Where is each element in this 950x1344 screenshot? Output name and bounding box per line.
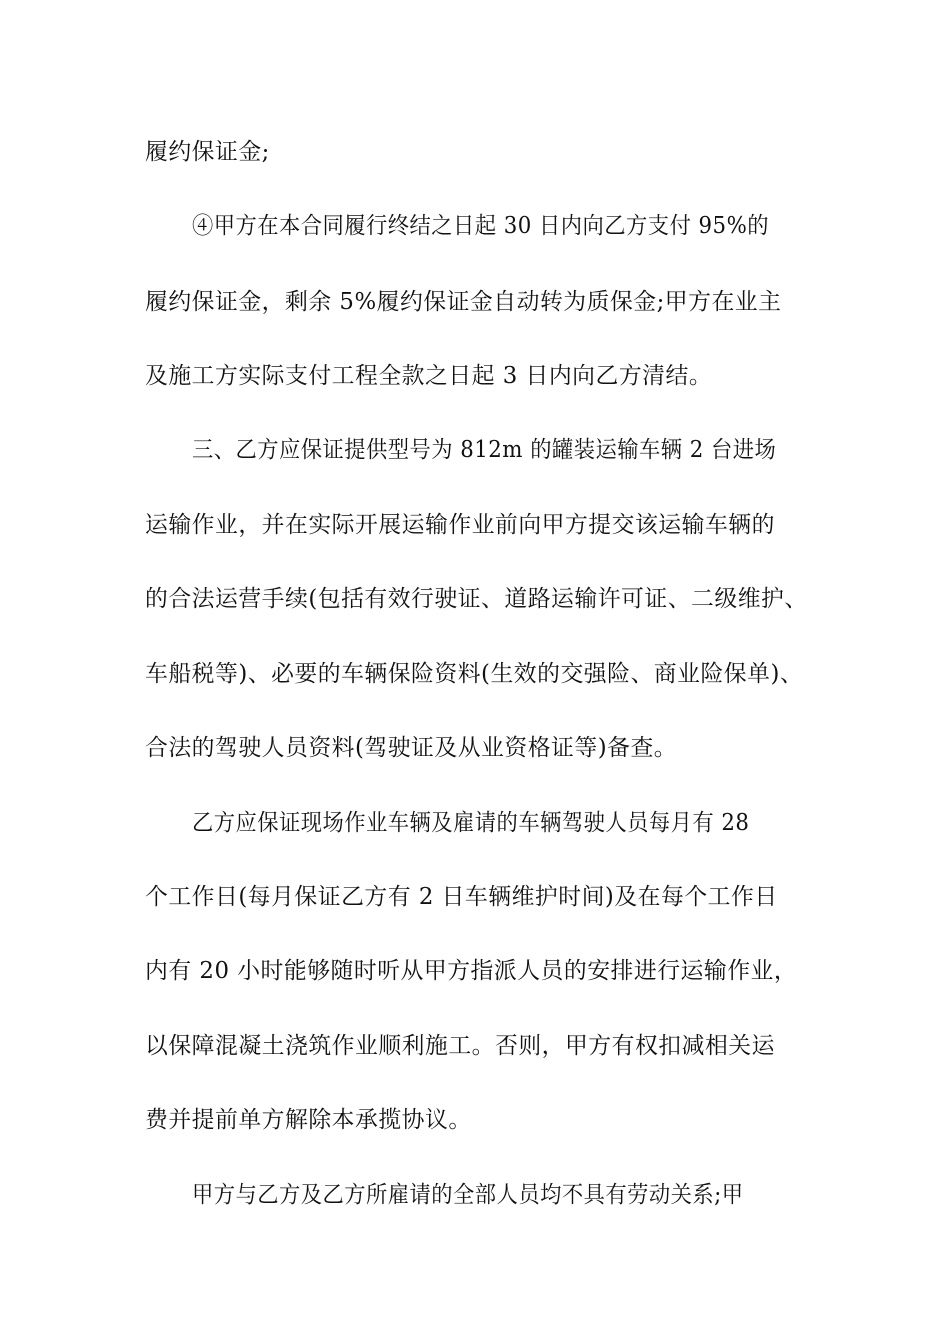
text-line-14: 费并提前单方解除本承揽协议。 [145,1107,472,1133]
text-line-5: 三、乙方应保证提供型号为 812m 的罐装运输车辆 2 台进场 [192,437,777,463]
text-line-3: 履约保证金，剩余 5%履约保证金自动转为质保金;甲方在业主 [145,289,782,315]
text-line-10: 乙方应保证现场作业车辆及雇请的车辆驾驶人员每月有 28 [192,810,750,836]
text-line-12: 内有 20 小时能够随时听从甲方指派人员的安排进行运输作业， [145,958,798,984]
text-line-15: 甲方与乙方及乙方所雇请的全部人员均不具有劳动关系;甲 [192,1182,744,1208]
text-line-4: 及施工方实际支付工程全款之日起 3 日内向乙方清结。 [145,363,713,389]
text-line-1: 履约保证金; [145,139,270,165]
text-line-11: 个工作日(每月保证乙方有 2 日车辆维护时间)及在每个工作日 [145,884,778,910]
text-line-13: 以保障混凝土浇筑作业顺利施工。否则，甲方有权扣减相关运 [145,1033,775,1059]
text-line-8: 车船税等)、必要的车辆保险资料(生效的交强险、商业险保单)、 [145,661,804,687]
text-line-7: 的合法运营手续(包括有效行驶证、道路运输许可证、二级维护、 [145,586,808,612]
text-line-9: 合法的驾驶人员资料(驾驶证及从业资格证等)备查。 [145,735,678,761]
text-line-6: 运输作业，并在实际开展运输作业前向甲方提交该运输车辆的 [145,512,775,538]
text-line-2: ④甲方在本合同履行终结之日起 30 日内向乙方支付 95%的 [192,213,770,239]
